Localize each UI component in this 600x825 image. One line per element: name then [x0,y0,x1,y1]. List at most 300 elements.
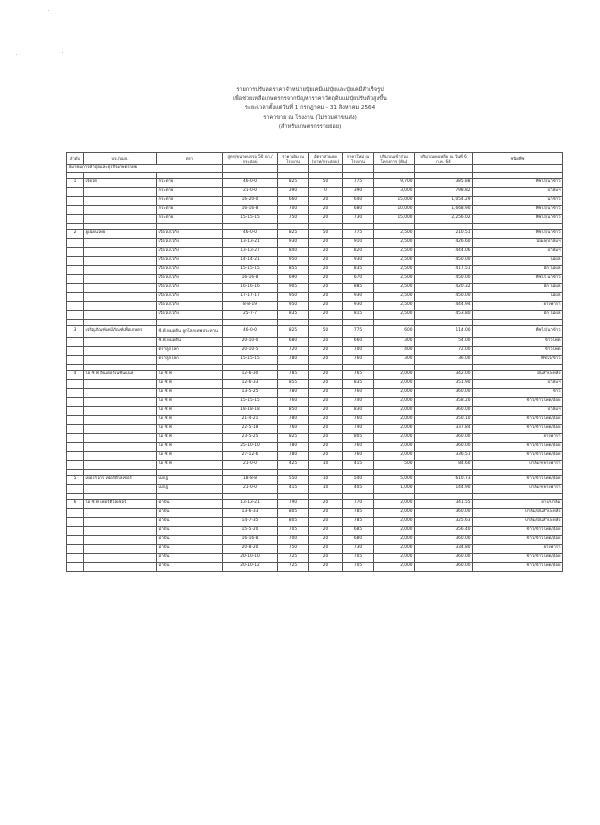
formula-cell: 21-0-0 [223,460,278,469]
table-row [67,424,563,433]
header-remaining: ปริมาณคงเหลือ ณ วันที่ 6 ก.ค. 64 [415,153,473,165]
price-old-cell: 720 [278,346,309,355]
price-new-cell: 640 [343,196,374,205]
group-number-cell: 2 [67,229,84,238]
group-number-cell [67,553,84,562]
quantity-cell: 2,500 [374,229,415,238]
price-new-cell: 685 [343,526,374,535]
group-number-cell [67,301,84,310]
crop-cell: ข้าว/ข้าวโพด/อ้อย [473,562,563,571]
brand-cell: เมกฎ [157,475,223,484]
crop-cell: ข้าว/ข้าวโพด/อ้อย [473,451,563,460]
table-row [67,433,563,442]
company-cell [84,553,157,562]
price-old-cell: 780 [278,415,309,424]
price-old-cell: 840 [278,247,309,256]
remaining-cell: 360.00 [415,508,473,517]
company-cell [84,517,157,526]
table-header-row [67,153,563,165]
group-number-cell [67,526,84,535]
formula-cell: 20-10-12 [223,562,278,571]
group-number-cell [67,187,84,196]
quantity-cell: 2,000 [374,517,415,526]
formula-cell: 15-15-15 [223,397,278,406]
reduction-cell: 20 [309,397,343,406]
quantity-cell: 2,000 [374,544,415,553]
brand-cell: ไอ ซี พี [157,370,223,379]
company-cell: ไอ ซี พี อินเตอร์เนชั่นแนล [84,370,157,379]
quantity-cell: 2,000 [374,424,415,433]
brand-cell: ม้าบิน [157,526,223,535]
quantity-cell: 2,000 [374,388,415,397]
table-row [67,292,563,301]
brand-cell: ม้าบิน [157,499,223,508]
reduction-cell: 20 [309,499,343,508]
remaining-cell: 360.00 [415,442,473,451]
title-line-5: (สำหรับเกษตรกรรายย่อย) [278,123,342,130]
quantity-cell: 3,000 [374,187,415,196]
reduction-cell: 20 [309,562,343,571]
table-row [67,256,563,265]
group-number-cell [67,406,84,415]
group-number-cell [67,442,84,451]
price-old-cell: 660 [278,196,309,205]
company-cell [84,451,157,460]
reduction-cell: 20 [309,283,343,292]
header-formula: สูตร/ขนาดบรรจุ 50 กก./กระสอบ [223,153,278,165]
group-number-cell [67,283,84,292]
brand-cell: ไอ ซี พี [157,460,223,469]
table-row [67,229,563,238]
price-new-cell: 705 [343,562,374,571]
reduction-cell: 10 [309,484,343,493]
price-new-cell: 670 [343,274,374,283]
reduction-cell: 20 [309,292,343,301]
table-row [67,415,563,424]
quantity-cell: 500 [374,460,415,469]
reduction-cell: 50 [309,178,343,187]
price-new-cell: 740 [343,424,374,433]
group-number-cell [67,346,84,355]
formula-cell: 12-6-30 [223,370,278,379]
quantity-cell: 400 [374,346,415,355]
brand-cell: เรือใบไวกิ้ง [157,229,223,238]
company-cell [84,442,157,451]
brand-cell: เรือใบไวกิ้ง [157,265,223,274]
quantity-cell: 2,000 [374,442,415,451]
table-row [67,205,563,214]
brand-cell: เรือใบไวกิ้ง [157,292,223,301]
price-old-cell: 750 [278,544,309,553]
price-new-cell: 775 [343,325,374,337]
price-new-cell: 660 [343,337,374,346]
crop-cell: ข้าวโพด [473,346,563,355]
crop-cell: ปาล์ม/มันสำปะหลัง [473,508,563,517]
price-old-cell: 825 [278,325,309,337]
reduction-cell: 20 [309,370,343,379]
brand-cell: ม้าบิน [157,544,223,553]
price-new-cell: 775 [343,178,374,187]
company-cell [84,310,157,319]
crop-cell: พืชไร่ นาข้าว [473,274,563,283]
company-cell [84,214,157,223]
formula-cell: 20-8-20 [223,544,278,553]
crop-cell: พืชไร่/นาข้าว [473,229,563,238]
brand-cell: ไอ ซี พี [157,379,223,388]
price-old-cell: 760 [278,397,309,406]
table-row [67,544,563,553]
crop-cell: ข้าว [473,388,563,397]
price-old-cell: 805 [278,508,309,517]
price-new-cell: 415 [343,460,374,469]
company-cell [84,265,157,274]
formula-cell: 15-15-15 [223,265,278,274]
crop-cell: ข้าว/ข้าวโพด/อ้อย [473,397,563,406]
company-cell: เทอรร์โกร เฟอร์ติไลเซอร์ [84,475,157,484]
company-cell: เจียไต๋ [84,178,157,187]
crop-cell: ไม้ผล [473,256,563,265]
formula-cell: 13-6-33 [223,508,278,517]
table-row [67,238,563,247]
group-number-cell [67,292,84,301]
price-new-cell: 740 [343,397,374,406]
company-cell [84,484,157,493]
group-number-cell [67,337,84,346]
company-cell [84,292,157,301]
header-no: ลำดับ [67,153,84,165]
quantity-cell: 2,000 [374,379,415,388]
table-row [67,508,563,517]
price-new-cell: 760 [343,388,374,397]
price-old-cell: 700 [278,535,309,544]
group-number-cell [67,256,84,265]
title-line-1: รายการปรับลดราคาจำหน่ายปุ๋ยเคมีแม่ปุ๋ยและปุ๋ยเคมีสำเร็จรูป [236,87,384,93]
remaining-cell: 358.20 [415,397,473,406]
price-old-cell: 785 [278,370,309,379]
group-number-cell: 1 [67,178,84,187]
price-new-cell: 820 [343,247,374,256]
group-number-cell [67,274,84,283]
remaining-cell: 453.80 [415,310,473,319]
crop-cell: ผัก ไม้ผล [473,265,563,274]
company-cell [84,205,157,214]
brand-cell: ตราลูกโลก [157,355,223,364]
crop-cell: ข้าว/ข้าวโพด/อ้อย [473,553,563,562]
remaining-cell: 450.00 [415,256,473,265]
header-price-new: ราคาใหม่ ณ โรงงาน [343,153,374,165]
brand-cell: กระต่าย [157,187,223,196]
reduction-cell: 20 [309,238,343,247]
price-old-cell: 415 [278,484,309,493]
reduction-cell: 20 [309,553,343,562]
company-cell: ไอ ซี พี เฟอร์ติไลเซอร์ [84,499,157,508]
formula-cell: 13-13-27 [223,247,278,256]
quantity-cell: 2,000 [374,526,415,535]
price-new-cell: 835 [343,265,374,274]
brand-cell: ไอ ซี พี [157,406,223,415]
scan-speck [62,52,63,53]
formula-cell: 13-5-25 [223,388,278,397]
crop-cell: พืชไร่/นาข้าว [473,214,563,223]
remaining-cell: 356.40 [415,526,473,535]
table-row [67,484,563,493]
reduction-cell: 20 [309,451,343,460]
group-number-cell [67,460,84,469]
formula-cell: 12-6-33 [223,379,278,388]
crop-cell: พืชไร่/นาข้าว [473,178,563,187]
reduction-cell: 20 [309,388,343,397]
formula-cell: 13-13-21 [223,238,278,247]
price-old-cell: 905 [278,283,309,292]
price-old-cell: 780 [278,451,309,460]
brand-cell: เรือใบไวกิ้ง [157,310,223,319]
group-number-cell [67,355,84,364]
reduction-cell: 20 [309,196,343,205]
price-old-cell: 700 [278,205,309,214]
scan-speck [16,54,17,55]
table-row [67,247,563,256]
group-number-cell [67,508,84,517]
table-row [67,442,563,451]
reduction-cell: 20 [309,346,343,355]
price-old-cell: 835 [278,310,309,319]
remaining-cell: 72.00 [415,346,473,355]
group-number-cell [67,196,84,205]
group-number-cell [67,388,84,397]
group-number-cell [67,562,84,571]
remaining-cell: 325.63 [415,517,473,526]
quantity-cell: 15,000 [374,196,415,205]
crop-cell: ข้าว/ข้าวโพด/อ้อย [473,442,563,451]
table-row [67,499,563,508]
crop-cell: พืชไร่/ข้าว [473,355,563,364]
formula-cell: 16-16-8 [223,205,278,214]
brand-cell: ตราลูกโลก [157,346,223,355]
brand-cell: ไอ ซี พี [157,388,223,397]
group-number-cell [67,379,84,388]
company-cell [84,274,157,283]
price-new-cell: 730 [343,214,374,223]
group-number-cell: 4 [67,370,84,379]
quantity-cell: 2,500 [374,292,415,301]
company-cell [84,460,157,469]
reduction-cell: 20 [309,301,343,310]
formula-cell: 8-8-19 [223,301,278,310]
company-cell [84,406,157,415]
crop-cell: ไม้ผล/ปาล์มฯ [473,238,563,247]
table-row [67,214,563,223]
remaining-cell: 444.06 [415,247,473,256]
price-new-cell: 730 [343,544,374,553]
table-row [67,283,563,292]
quantity-cell: 2,500 [374,283,415,292]
group-number-cell: 5 [67,475,84,484]
reduction-cell: 20 [309,535,343,544]
formula-cell: 16-16-8 [223,274,278,283]
formula-cell: 16-16-16 [223,283,278,292]
group-number-cell [67,544,84,553]
remaining-cell: 2,256.02 [415,214,473,223]
formula-cell: 23-5-25 [223,433,278,442]
quantity-cell: 2,000 [374,553,415,562]
quantity-cell: 15,000 [374,214,415,223]
quantity-cell: 2,000 [374,397,415,406]
reduction-cell: 20 [309,442,343,451]
table-row [67,397,563,406]
brand-cell: เรือใบไวกิ้ง [157,247,223,256]
company-cell [84,535,157,544]
brand-cell: ไอ ซี พี [157,433,223,442]
header-price-old: ราคาเดิม ณ โรงงาน [278,153,309,165]
formula-cell: 20-10-0 [223,337,278,346]
remaining-cell: 417.51 [415,265,473,274]
company-cell [84,562,157,571]
table-row [67,265,563,274]
quantity-cell: 2,000 [374,415,415,424]
crop-cell: ยางพารา [473,301,563,310]
reduction-cell: 20 [309,544,343,553]
price-new-cell: 930 [343,292,374,301]
quantity-cell: 300 [374,337,415,346]
remaining-cell: 144.90 [415,484,473,493]
quantity-cell: 1,000 [374,484,415,493]
company-cell [84,388,157,397]
company-cell [84,256,157,265]
price-new-cell: 910 [343,238,374,247]
table-row [67,526,563,535]
price-new-cell: 700 [343,346,374,355]
price-old-cell: 825 [278,178,309,187]
quantity-cell: 2,000 [374,535,415,544]
remaining-cell: 341.55 [415,499,473,508]
brand-cell: เมกฎ [157,484,223,493]
table-row [67,355,563,364]
brand-cell: ม้าบิน [157,535,223,544]
brand-cell: เรือใบไวกิ้ง [157,238,223,247]
remaining-cell: 360.00 [415,433,473,442]
formula-cell: 14-7-35 [223,517,278,526]
brand-cell: ม้าบิน [157,553,223,562]
group-number-cell [67,214,84,223]
reduction-cell: 20 [309,310,343,319]
company-cell [84,415,157,424]
table-body [67,165,563,572]
price-old-cell: 390 [278,187,309,196]
company-cell [84,424,157,433]
quantity-cell: 5,000 [374,475,415,484]
formula-cell: 15-15-15 [223,214,278,223]
brand-cell: กระต่าย [157,196,223,205]
formula-cell: 21-0-0 [223,187,278,196]
company-cell: เจริญภัณฑ์เคมีภัณฑ์เพื่อเกษตร [84,325,157,337]
price-old-cell: 805 [278,517,309,526]
crop-cell: พืชไร่/นาข้าว [473,325,563,337]
formula-cell: 15-15-15 [223,355,278,364]
crop-cell: ปาล์มฯ [473,187,563,196]
crop-cell: ข้าว/ข้าวโพด/อ้อย [473,475,563,484]
company-cell [84,526,157,535]
price-new-cell: 390 [343,187,374,196]
remaining-cell: 420.32 [415,283,473,292]
brand-cell: เรือใบไวกิ้ง [157,283,223,292]
scan-speck [48,10,49,11]
table-row [67,346,563,355]
remaining-cell: 334.80 [415,544,473,553]
quantity-cell: 2,000 [374,451,415,460]
price-new-cell: 680 [343,205,374,214]
brand-cell: เรือใบไวกิ้ง [157,301,223,310]
crop-cell: ปาล์มฯ/ยางพารา [473,484,563,493]
reduction-cell: 50 [309,229,343,238]
remaining-cell: 360.00 [415,535,473,544]
price-old-cell: 725 [278,562,309,571]
reduction-cell: 20 [309,424,343,433]
price-new-cell: 775 [343,229,374,238]
reduction-cell: 20 [309,406,343,415]
price-old-cell: 950 [278,292,309,301]
brand-cell: ไอ ซี พี [157,397,223,406]
reduction-cell: 10 [309,475,343,484]
reduction-cell: 20 [309,415,343,424]
header-brand: ตรา [157,153,223,165]
crop-cell: ข้าว/ข้าวโพด/อ้อย [473,424,563,433]
price-old-cell: 930 [278,238,309,247]
brand-cell: ซี.พี.หมอดิน [157,337,223,346]
formula-cell: 18-18-18 [223,406,278,415]
price-old-cell: 760 [278,424,309,433]
quantity-cell: 600 [374,325,415,337]
reduction-cell: 20 [309,337,343,346]
remaining-cell: 36.00 [415,355,473,364]
group-number-cell [67,415,84,424]
quantity-cell: 2,500 [374,274,415,283]
header-reduction: อัตราส่วนลด (บาท/กระสอบ) [309,153,343,165]
group-number-cell [67,517,84,526]
price-new-cell: 805 [343,433,374,442]
quantity-cell: 2,000 [374,499,415,508]
price-old-cell: 950 [278,301,309,310]
table-row [67,274,563,283]
table-row [67,196,563,205]
crop-cell: ยาง/ปาล์ม [473,499,563,508]
price-new-cell: 705 [343,553,374,562]
header-company: บจ./บมจ. [84,153,157,165]
group-number-cell [67,265,84,274]
crop-cell: ปาล์ม/มันสำปะหลัง [473,517,563,526]
remaining-cell: 426.60 [415,238,473,247]
remaining-cell: 360.00 [415,406,473,415]
reduction-cell: 20 [309,256,343,265]
formula-cell: 21-4-21 [223,415,278,424]
quantity-cell: 9,700 [374,178,415,187]
price-old-cell: 855 [278,379,309,388]
price-old-cell: 550 [278,475,309,484]
remaining-cell: 360.00 [415,388,473,397]
price-new-cell: 770 [343,499,374,508]
reduction-cell: 20 [309,247,343,256]
document-title-block [150,86,470,132]
formula-cell: 15-5-20 [223,526,278,535]
company-cell [84,337,157,346]
formula-cell: 46-0-0 [223,229,278,238]
company-cell [84,397,157,406]
crop-cell: ข้าว/ข้าวโพด/อ้อย [473,535,563,544]
brand-cell: กระต่าย [157,205,223,214]
company-cell [84,379,157,388]
price-new-cell: 680 [343,535,374,544]
quantity-cell: 10,000 [374,205,415,214]
crop-cell: ข้าวโพด [473,337,563,346]
